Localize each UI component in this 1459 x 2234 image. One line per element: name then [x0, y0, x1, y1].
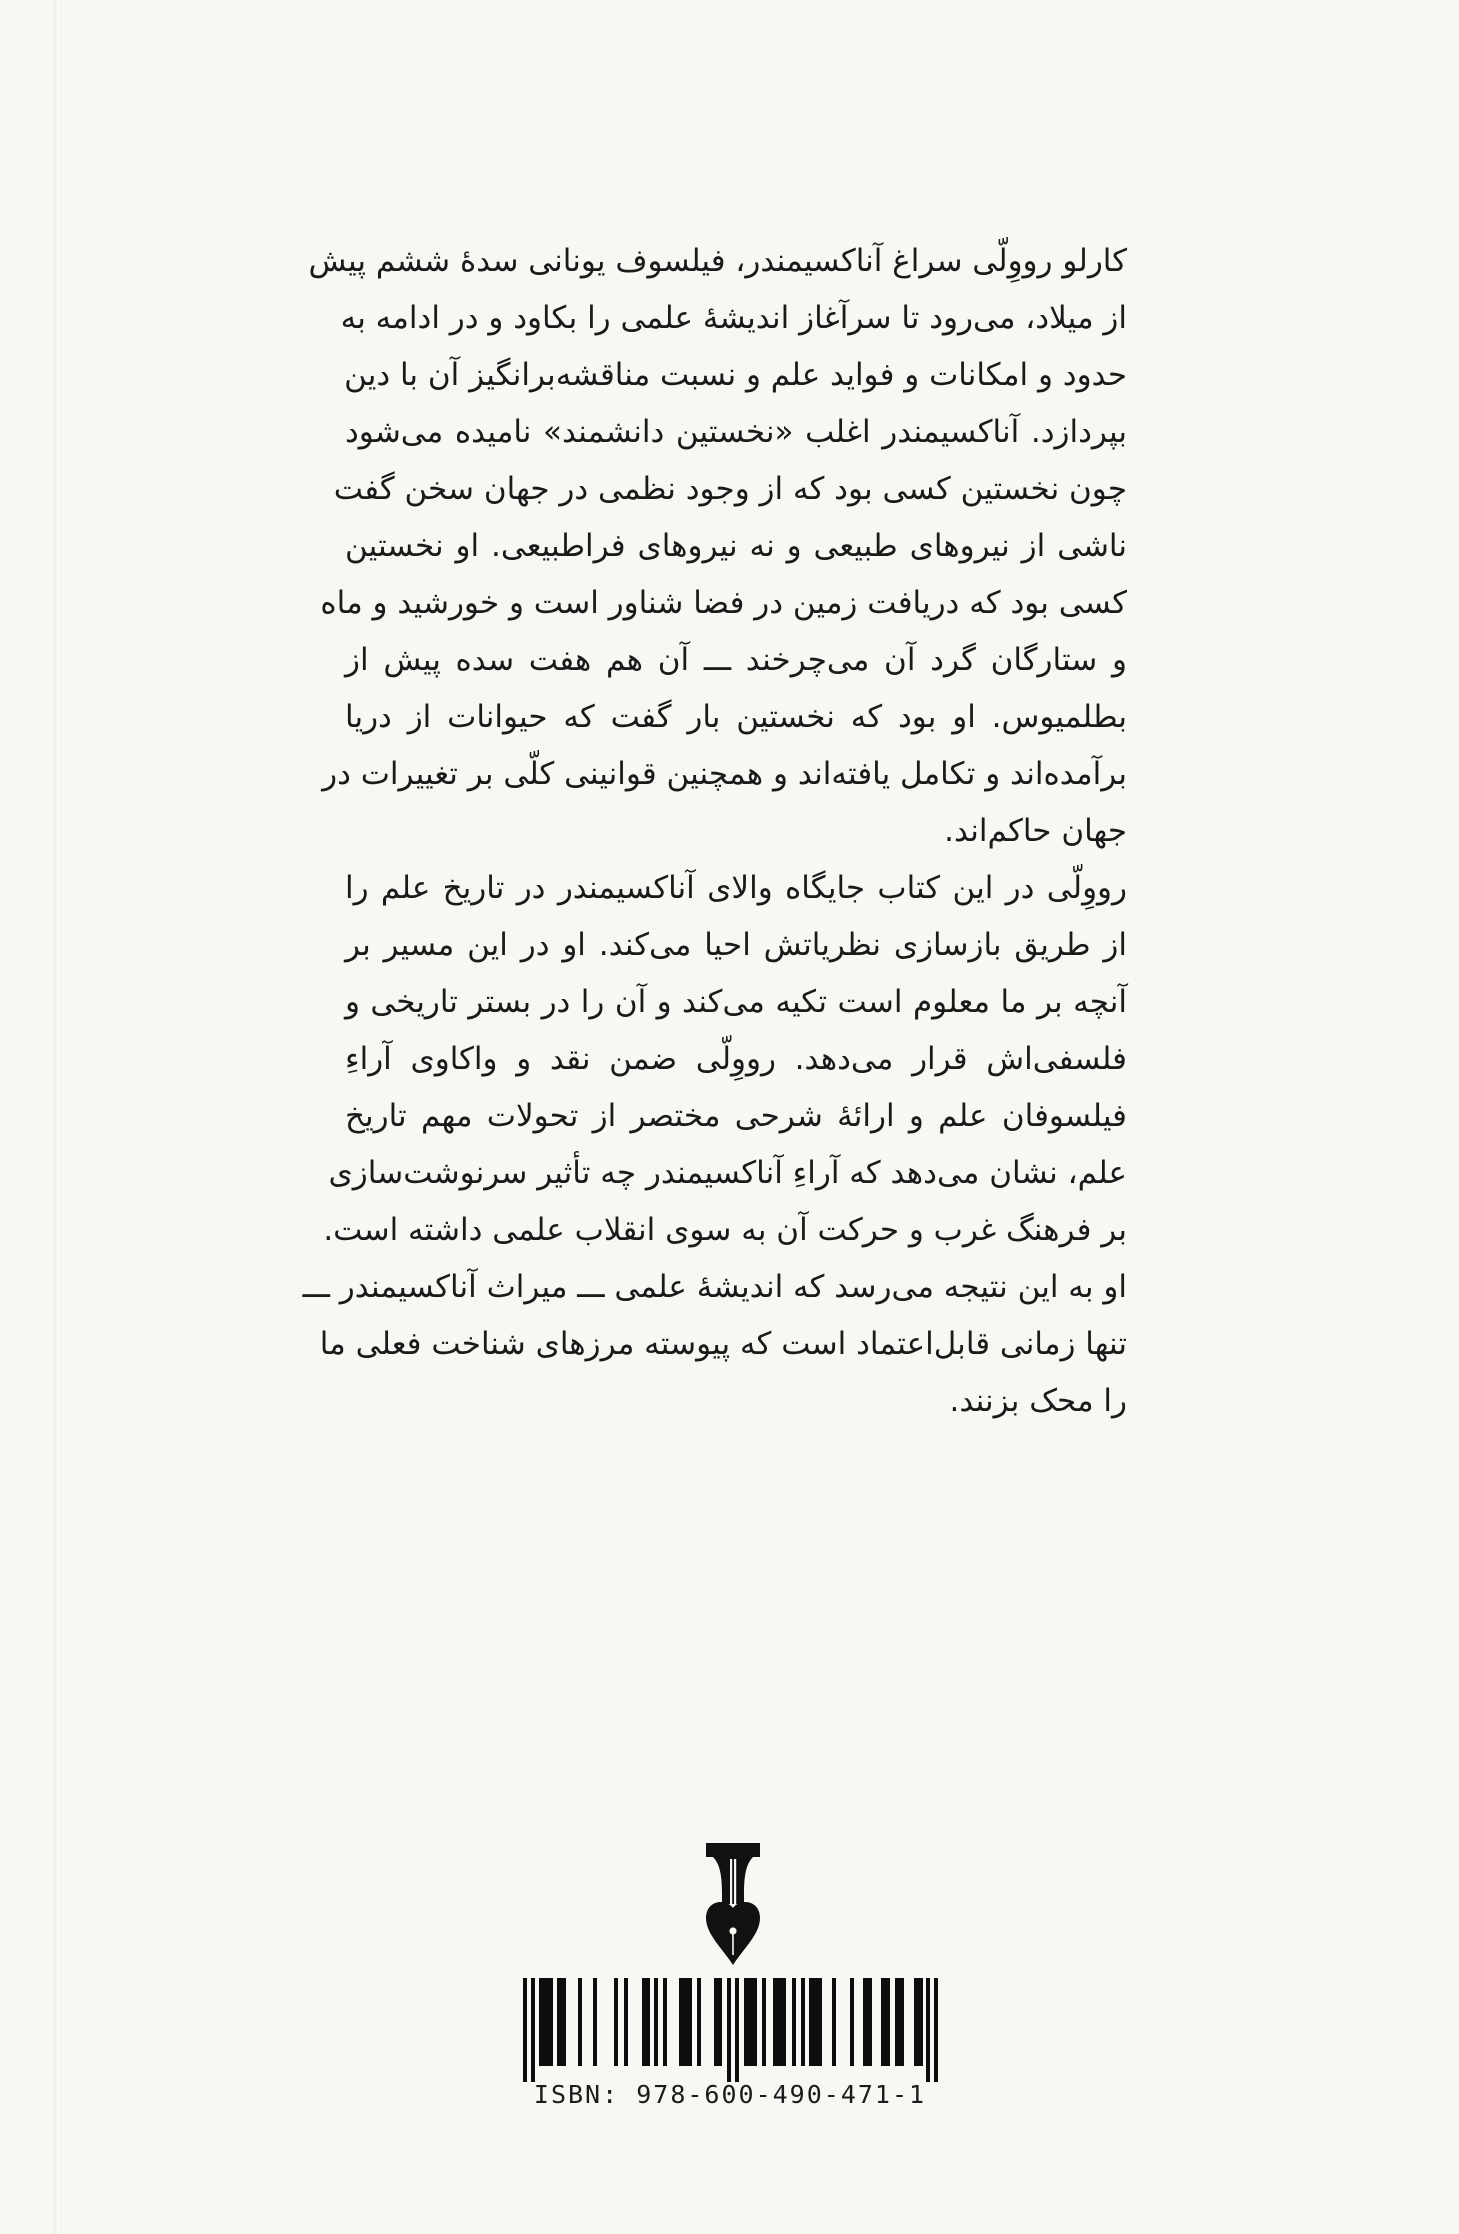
barcode-icon: [521, 1978, 941, 2082]
blurb-line: او به این نتیجه می‌رسد که اندیشهٔ علمی ـــ میراث آناکسیمندر ـــ: [302, 1269, 1127, 1305]
blurb-line: را محک بزنند.: [949, 1383, 1127, 1419]
blurb-line: رووِلّی در این کتاب جایگاه والای آناکسیمندر در تاریخ علم را: [345, 870, 1127, 906]
publisher-logo: [704, 1842, 762, 1966]
blurb-line: کسی بود که دریافت زمین در فضا شناور است و خورشید و ماه: [320, 585, 1127, 621]
blurb-line: علم، نشان می‌دهد که آراءِ آناکسیمندر چه تأثیر سرنوشت‌سازی: [328, 1155, 1127, 1191]
spine-crease: [52, 0, 60, 2234]
isbn-barcode: [521, 1978, 941, 2082]
blurb-line: کارلو رووِلّی سراغ آناکسیمندر، فیلسوف یونانی سدهٔ ششم پیش: [308, 243, 1127, 279]
blurb-line: فیلسوفان علم و ارائهٔ شرحی مختصر از تحولات مهم تاریخ: [345, 1098, 1127, 1134]
blurb-line: بر فرهنگ غرب و حرکت آن به سوی انقلاب علمی داشته است.: [323, 1212, 1127, 1248]
blurb-line: بطلمیوس. او بود که نخستین بار گفت که حیوانات از دریا: [345, 699, 1127, 735]
back-cover-blurb: [302, 233, 1127, 1430]
blurb-paragraph-1: [308, 233, 1127, 860]
blurb-line: بپردازد. آناکسیمندر اغلب «نخستین دانشمند» نامیده می‌شود: [345, 414, 1127, 450]
blurb-line: ناشی از نیروهای طبیعی و نه نیروهای فراطبیعی. او نخستین: [345, 528, 1127, 564]
blurb-line: آنچه بر ما معلوم است تکیه می‌کند و آن را در بستر تاریخی و: [345, 984, 1127, 1020]
blurb-line: تنها زمانی قابل‌اعتماد است که پیوسته مرزهای شناخت فعلی ما: [319, 1326, 1127, 1362]
blurb-line: از طریق بازسازی نظریاتش احیا می‌کند. او در این مسیر بر: [345, 927, 1127, 963]
blurb-line: فلسفی‌اش قرار می‌دهد. رووِلّی ضمن نقد و واکاوی آراءِ: [345, 1041, 1127, 1077]
blurb-paragraph-2: [302, 860, 1127, 1430]
blurb-line: از میلاد، می‌رود تا سرآغاز اندیشهٔ علمی را بکاود و در ادامه به: [340, 300, 1127, 336]
blurb-line: جهان حاکم‌اند.: [944, 813, 1127, 849]
isbn-label: ISBN: 978-600-490-471-1: [533, 2080, 927, 2109]
blurb-line: حدود و امکانات و فواید علم و نسبت مناقشه‌برانگیز آن با دین: [344, 357, 1127, 393]
blurb-line: برآمده‌اند و تکامل یافته‌اند و همچنین قوانینی کلّی بر تغییرات در: [322, 756, 1127, 792]
blurb-line: و ستارگان گرد آن می‌چرخند ـــ آن هم هفت سده پیش از: [345, 642, 1127, 678]
fountain-pen-nib-icon: [704, 1842, 762, 1966]
blurb-line: چون نخستین کسی بود که از وجود نظمی در جهان سخن گفت: [333, 471, 1127, 507]
